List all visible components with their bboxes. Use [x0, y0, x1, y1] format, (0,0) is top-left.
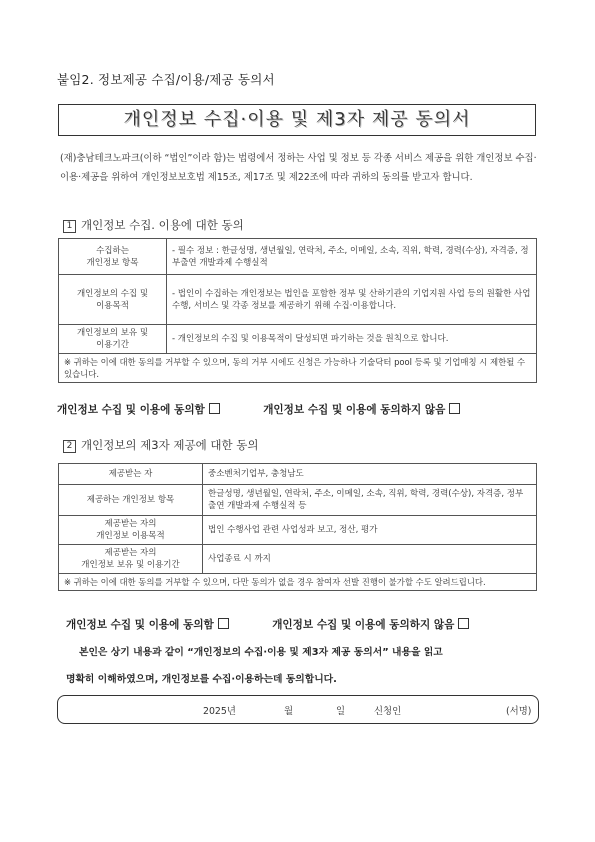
section1-note: ※ 귀하는 이에 대한 동의를 거부할 수 있으며, 동의 거부 시에도 신청은 가능하나 기술닥터 pool 등록 및 기업매칭 시 제한될 수 있습니다. — [59, 354, 537, 383]
section2-number: 2 — [63, 440, 76, 453]
section1-consent-row — [57, 402, 460, 417]
applicant-label: 신청인 — [374, 706, 402, 717]
signature-year: 2025년 — [203, 706, 236, 717]
section2-note: ※ 귀하는 이에 대한 동의를 거부할 수 있으며, 다만 동의가 없을 경우 참여자 선발 진행이 불가할 수도 알려드립니다. — [59, 574, 537, 591]
signature-box — [57, 695, 539, 724]
section2-disagree-label: 개인정보 수집 및 이용에 동의하지 않음 — [272, 619, 455, 631]
row-label: 제공하는 개인정보 항목 — [59, 485, 203, 516]
row-label: 개인정보의 보유 및 이용기간 — [59, 325, 167, 354]
section2-heading — [63, 437, 258, 453]
signature-mark[interactable]: (서명) — [506, 706, 532, 717]
section1-disagree-label: 개인정보 수집 및 이용에 동의하지 않음 — [263, 404, 446, 416]
table-row — [59, 516, 537, 545]
row-value: 법인 수행사업 관련 사업성과 보고, 정산, 평가 — [203, 516, 537, 545]
section1-number: 1 — [63, 220, 76, 233]
row-label: 수집하는 개인정보 항목 — [59, 239, 167, 275]
section2-consent-row — [66, 617, 469, 632]
table-row — [59, 325, 537, 354]
row-label: 제공받는 자 — [59, 464, 203, 485]
table-row — [59, 275, 537, 325]
section2-agree-label: 개인정보 수집 및 이용에 동의함 — [66, 619, 214, 631]
row-value: - 개인정보의 수집 및 이용목적이 달성되면 파기하는 것을 원칙으로 합니다. — [167, 325, 537, 354]
statement-line-1: 본인은 상기 내용과 같이 “개인정보의 수집·이용 및 제3자 제공 동의서” 내용을 읽고 — [79, 647, 443, 658]
row-label: 제공받는 자의 개인정보 보유 및 이용기간 — [59, 545, 203, 574]
document-title: 개인정보 수집·이용 및 제3자 제공 동의서 — [58, 104, 536, 136]
intro-paragraph: (재)충남테크노파크(이하 “법인”이라 함)는 법령에서 정하는 사업 및 정보 등 각종 서비스 제공을 위한 개인정보 수집·이용·제공을 위하여 개인정보보호법 제15조, 제17조 및 제22조에 따라 귀하의 동의를 받고자 합니다. — [60, 153, 537, 183]
row-value: 한글성명, 생년월일, 연락처, 주소, 이메일, 소속, 직위, 학력, 경력(수상), 자격증, 정부출연 개발과제 수행실적 등 — [203, 485, 537, 516]
row-value: 사업종료 시 까지 — [203, 545, 537, 574]
section2-agree-checkbox[interactable] — [218, 618, 229, 629]
table-row — [59, 354, 537, 383]
row-value: - 필수 정보 : 한글성명, 생년월일, 연락처, 주소, 이메일, 소속, 직위, 학력, 경력(수상), 자격증, 정부출연 개발과제 수행실적 — [167, 239, 537, 275]
signature-day[interactable]: 일 — [336, 706, 346, 717]
row-value: 중소벤처기업부, 충청남도 — [203, 464, 537, 485]
section1-agree-checkbox[interactable] — [209, 403, 220, 414]
section1-disagree-checkbox[interactable] — [449, 403, 460, 414]
table-row — [59, 545, 537, 574]
third-party-table — [58, 463, 537, 591]
table-row — [59, 485, 537, 516]
section1-agree-label: 개인정보 수집 및 이용에 동의함 — [57, 404, 205, 416]
table-row — [59, 239, 537, 275]
statement-line-2: 명확히 이해하였으며, 개인정보를 수집·이용하는데 동의합니다. — [66, 674, 337, 685]
row-label: 제공받는 자의 개인정보 이용목적 — [59, 516, 203, 545]
row-label: 개인정보의 수집 및 이용목적 — [59, 275, 167, 325]
signature-month[interactable]: 월 — [284, 706, 294, 717]
attachment-heading: 붙임2. 정보제공 수집/이용/제공 동의서 — [57, 72, 275, 87]
section1-heading — [63, 217, 244, 233]
table-row — [59, 464, 537, 485]
section1-title: 개인정보 수집. 이용에 대한 동의 — [81, 218, 244, 232]
section2-disagree-checkbox[interactable] — [458, 618, 469, 629]
table-row — [59, 574, 537, 591]
collection-table — [58, 238, 537, 383]
section2-title: 개인정보의 제3자 제공에 대한 동의 — [81, 438, 259, 452]
row-value: - 법인이 수집하는 개인정보는 법인을 포함한 정부 및 산하기관의 기업지원 사업 등의 원활한 사업수행, 서비스 및 각종 정보를 제공하기 위해 수집·이용합니다. — [167, 275, 537, 325]
